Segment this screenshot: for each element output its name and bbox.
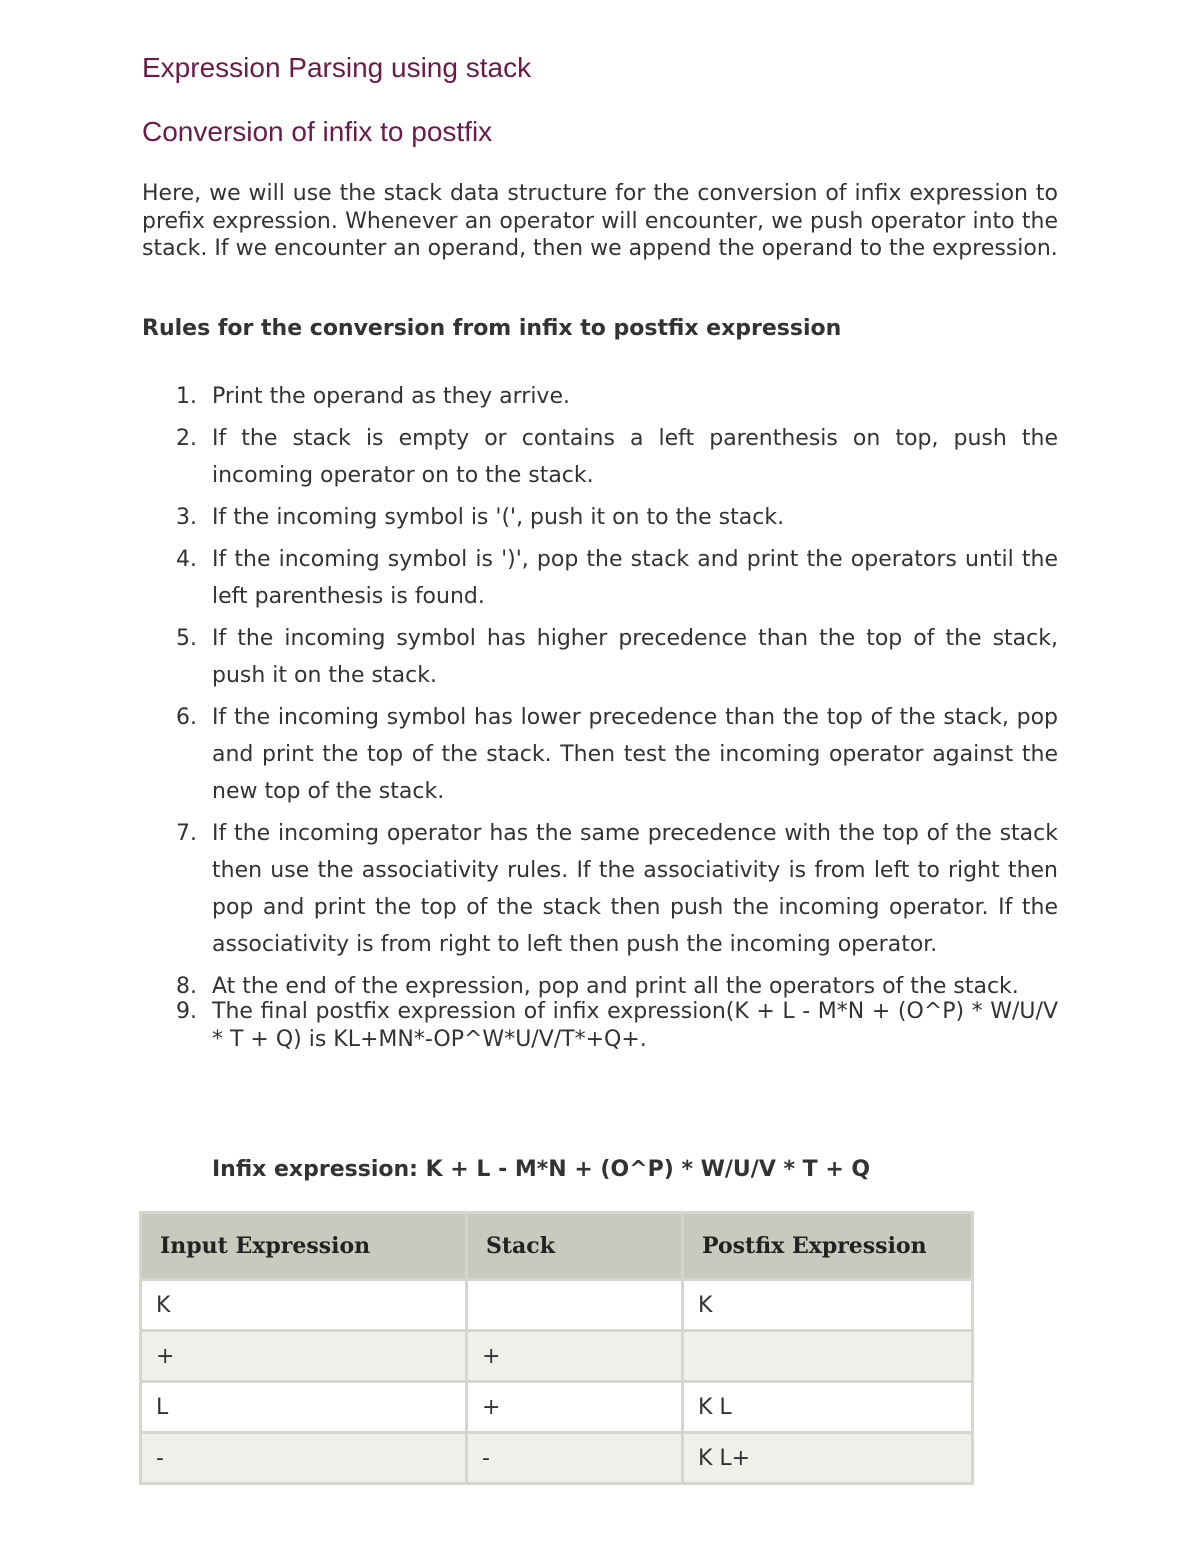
table-row (141, 1382, 973, 1433)
rule-number: 2. (176, 426, 197, 451)
table-row (141, 1433, 973, 1484)
cell-input: + (141, 1331, 467, 1382)
cell-stack: + (467, 1331, 683, 1382)
rule-number: 7. (176, 821, 197, 846)
rules-heading: Rules for the conversion from infix to postfix expression (142, 316, 842, 341)
page-title: Expression Parsing using stack (142, 52, 532, 83)
rule-number: 6. (176, 705, 197, 730)
cell-postfix (683, 1331, 973, 1382)
infix-expression: Infix expression: K + L - M*N + (O^P) * W/U/V * T + Q (212, 1157, 871, 1182)
rule-number: 1. (176, 384, 197, 409)
rule-item (142, 620, 1058, 694)
rule-text: If the incoming symbol is ')', pop the stack and print the operators until the left parenthesis is found. (212, 547, 1058, 609)
rule-item (142, 378, 1058, 415)
rule-text: The final postfix expression of infix expression(K + L - M*N + (O^P) * W/U/V * T + Q) is KL+MN*-OP^W*U/V/T*+Q+. (212, 999, 1058, 1052)
cell-stack: + (467, 1382, 683, 1433)
column-header-postfix: Postfix Expression (683, 1213, 973, 1280)
cell-input: K (141, 1280, 467, 1331)
rule-item (142, 420, 1058, 494)
rule-text: If the stack is empty or contains a left parenthesis on top, push the incoming operator on to the stack. (212, 426, 1058, 488)
rule-item (142, 499, 1058, 536)
cell-postfix: K (683, 1280, 973, 1331)
intro-paragraph: Here, we will use the stack data structure for the conversion of infix expression to prefix expression. Whenever an operator will encounter, we push operator into the stack. If we encounter an operand, then we append the operand to the expression. (142, 181, 1058, 261)
rule-number: 5. (176, 626, 197, 651)
cell-input: - (141, 1433, 467, 1484)
rule-text: If the incoming symbol has higher precedence than the top of the stack, push it on the stack. (212, 626, 1058, 688)
rule-text: If the incoming operator has the same precedence with the top of the stack then use the associativity rules. If the associativity is from left to right then pop and print the top of the stack then push the incoming operator. If the associativity is from right to left then push the incoming operator. (212, 821, 1058, 957)
table-row (141, 1280, 973, 1331)
section-title: Conversion of infix to postfix (142, 116, 493, 147)
rule-number: 4. (176, 547, 197, 572)
cell-stack: - (467, 1433, 683, 1484)
cell-postfix: K L (683, 1382, 973, 1433)
rule-text: Print the operand as they arrive. (212, 384, 570, 409)
rule-number: 3. (176, 505, 197, 530)
table-row (141, 1331, 973, 1382)
rule-item (142, 699, 1058, 810)
cell-postfix: K L+ (683, 1433, 973, 1484)
rule-item (142, 541, 1058, 615)
rule-text: At the end of the expression, pop and print all the operators of the stack. (212, 974, 1019, 999)
cell-stack (467, 1280, 683, 1331)
cell-input: L (141, 1382, 467, 1433)
column-header-stack: Stack (467, 1213, 683, 1280)
column-header-input: Input Expression (141, 1213, 467, 1280)
rule-item (142, 998, 1058, 1053)
rule-text: If the incoming symbol has lower precedence than the top of the stack, pop and print the top of the stack. Then test the incoming operator against the new top of the stack. (212, 705, 1058, 804)
rule-number: 9. (176, 999, 197, 1024)
table-header-row (141, 1213, 973, 1280)
rule-item (142, 815, 1058, 963)
rule-text: If the incoming symbol is '(', push it on to the stack. (212, 505, 785, 530)
rules-list (142, 378, 1058, 1058)
rule-number: 8. (176, 974, 197, 999)
conversion-table (139, 1211, 974, 1485)
